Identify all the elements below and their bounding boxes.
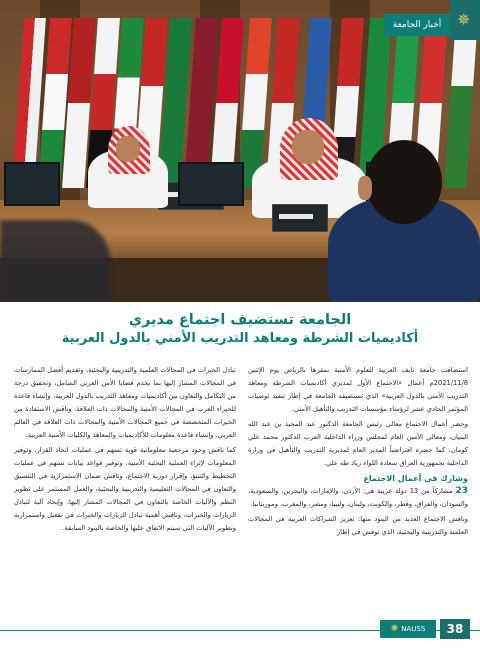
article-photo [0, 0, 480, 302]
paragraph: وحضر أعمال الاجتماع معالي رئيس الجامعة الدكتور عبد المجيد بن عبد الله البنيان، ومعالي الأمين العام لمجلس وزراء الداخلية العرب الدكتور محمد علي كومان، كما حضره افتراضياً المدير العام لمديرية التدريب والتأهيل في وزارة الداخلية بجمهورية العراق سعادة اللواء زياد طه علي. [248, 420, 468, 467]
headline-line2: أكاديميات الشرطة ومعاهد التدريب الأمني بالدول العربية [61, 331, 419, 346]
article-column-right [248, 364, 468, 541]
nauss-logo-icon: ✺ [390, 624, 399, 634]
paragraph: كما ناقش وجود مرجعية معلوماتية قوية تسهم في عمليات اتخاذ القرار، وتوفير المعلومات لإثراء العملية البحثية الأمنية، وتوفير قواعد بيانات تسهم في عمليات التخطيط والتنبؤ، وإقرار دورية الاجتماع، وناقش ضمان الاستمرارية في التنسيق والتعاون في المجالات التعليمية والتدريبية والبحثية، والعمل المستمر على تطوير النظم والآليات الخاصة بالتعاون في المجالات المشار إليها، وإيجاد آلية لتبادل الزيارات والخبرات، وناقش أهمية تبادل الزيارات والخبرات في تفعيل واستمرارية وتطوير الآليات التي سيتم الاتفاق عليها والخاصة بالبنود السابقة. [14, 446, 236, 532]
subheading: وشارك في أعمال الاجتماع [363, 474, 468, 483]
paragraph: تبادل الخبرات في المجالات العلمية والتدريبية والبحثية، وتقديم أفضل الممارسات في المجالات المشار إليها بما يخدم قضايا الأمن العربي الشامل، وتحقيق درجة من التكامل والتعاون بين أكاديميات ومعاهد التدريب بالدول العربية، وإنشاء قاعدة للخبراء العرب في المجالات الأمنية والمجالات ذات العلاقة، وناقش الاستفادة من الخبرات المتخصصة في جميع المجالات الأمنية والمجالات ذات العلاقة في العالم العربي، وإنشاء قاعدة معلومات للأكاديميات والمعاهد والكليات الأمنية العربية. [14, 366, 236, 439]
headline-line1: الجامعة تستضيف اجتماع مديري [128, 312, 352, 328]
brand-name: NAUSS [401, 625, 426, 633]
article-column-left [14, 364, 236, 537]
star-emblem-icon: ✵ [457, 10, 471, 29]
page-number: 38 [440, 619, 470, 639]
foreground-blur [0, 220, 110, 302]
participant-count: 23 [455, 486, 468, 496]
flag [444, 18, 478, 188]
monitor [4, 162, 60, 206]
paragraph: استضافت جامعة نايف العربية للعلوم الأمنية بمقرها بالرياض يوم الإثنين 2021/11/8م أعمال «الاجتماع الأول لمديري أكاديميات الشرطة ومعاهد التدريب الأمني بالدول العربية» الذي تستضيفه الجامعة في إطار تنفيذ توصيات المؤتمر الحادي عشر لرؤساء مؤسسات التدريب والتأهيل الأمني. [248, 366, 468, 413]
paragraph: وناقش الاجتماع العديد من البنود منها: تعزيز الشراكات العربية في المجالات العلمية والتدريبية والبحثية، الذي نوقش في إطار [248, 515, 468, 536]
paragraph [248, 485, 468, 511]
nameplate [272, 204, 328, 232]
footer-brand [380, 620, 436, 638]
monitor [178, 162, 244, 206]
paragraph-text: مشاركاً من 13 دولة عربية هي: الأردن، والإمارات، والبحرين، والسعودية، والسودان، والعراق، وقطر، والكويت، ولبنان، وليبيا، ومصر، والمغرب، وموريتانيا. [248, 487, 468, 508]
tag-corner [450, 0, 480, 40]
category-tag: أخبار الجامعة [384, 14, 450, 36]
